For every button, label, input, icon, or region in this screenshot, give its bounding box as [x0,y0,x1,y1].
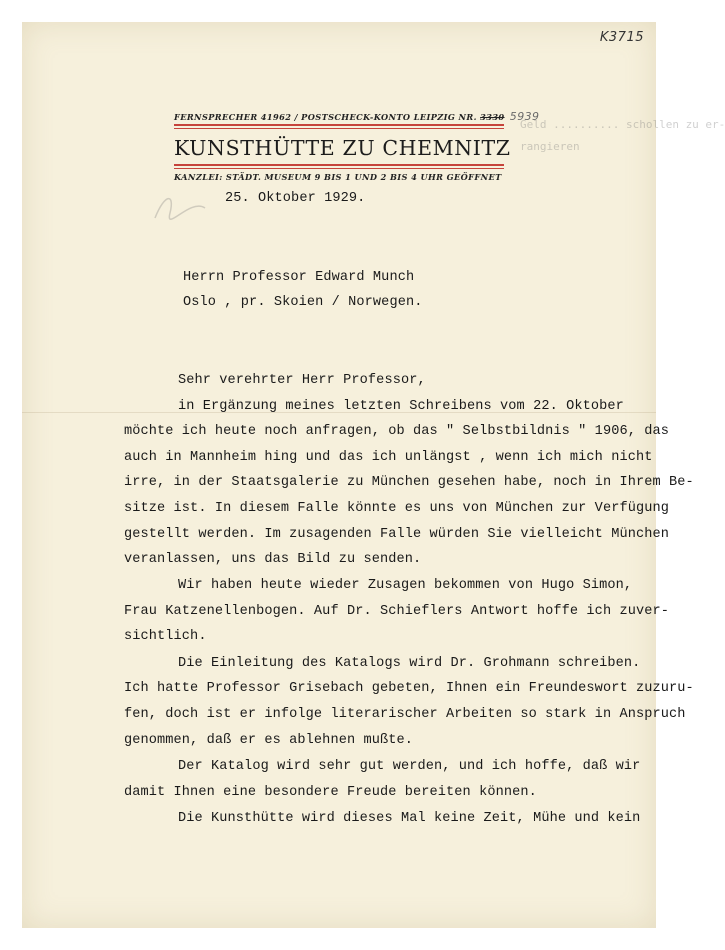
recipient-line-2: Oslo , pr. Skoien / Norwegen. [183,295,423,310]
letter-date: 25. Oktober 1929. [225,191,366,206]
bleed-through-text: Geld .......... schollen zu er- [520,118,725,131]
bleed-through-signature [150,188,210,228]
body-line: irre, in der Staatsgalerie zu München gesehen habe, noch in Ihrem Be- [124,475,694,490]
body-line: Ich hatte Professor Grisebach gebeten, Ihnen ein Freundeswort zuzuru- [124,681,694,696]
letterhead-rule-top-thin [174,128,504,129]
body-line: Der Katalog wird sehr gut werden, und ich hoffe, daß wir [178,759,641,774]
body-line: Wir haben heute wieder Zusagen bekommen von Hugo Simon, [178,578,633,593]
bleed-through-text: rangieren [520,140,580,153]
salutation: Sehr verehrter Herr Professor, [178,373,426,388]
handwritten-account-number: 5939 [509,110,540,123]
struck-account-number: 3330 [480,112,505,122]
letterhead-rule-bottom-thin [174,168,504,169]
body-line: möchte ich heute noch anfragen, ob das " Selbstbildnis " 1906, das [124,424,669,439]
body-line: sitze ist. In diesem Falle könnte es uns von München zur Verfügung [124,501,669,516]
body-line: gestellt werden. Im zusagenden Falle würden Sie vielleicht München [124,527,669,542]
body-line: veranlassen, uns das Bild zu senden. [124,552,422,567]
body-line: damit Ihnen eine besondere Freude bereiten können. [124,785,537,800]
letterhead-office-hours: KANZLEI: STÄDT. MUSEUM 9 BIS 1 UND 2 BIS 4 UHR GEÖFFNET [174,172,502,182]
body-line: Die Einleitung des Katalogs wird Dr. Grohmann schreiben. [178,656,641,671]
body-line: genommen, daß er es ablehnen mußte. [124,733,414,748]
letterhead-rule-bottom [174,164,504,166]
body-line: fen, doch ist er infolge literarischer Arbeiten so stark in Anspruch [124,707,686,722]
letterhead-organization-name: KUNSTHÜTTE ZU CHEMNITZ [174,136,511,160]
archive-number: K3715 [599,30,644,45]
letterhead-rule-top [174,124,504,126]
body-line: Die Kunsthütte wird dieses Mal keine Zeit, Mühe und kein [178,811,641,826]
letterhead-contact-line [174,110,540,123]
body-line: in Ergänzung meines letzten Schreibens vom 22. Oktober [178,399,624,414]
letterhead-phone-text: FERNSPRECHER 41962 / POSTSCHECK-KONTO LEIPZIG NR. [174,112,477,122]
recipient-line-1: Herrn Professor Edward Munch [183,270,415,285]
body-line: auch in Mannheim hing und das ich unlängst , wenn ich mich nicht [124,450,653,465]
body-line: Frau Katzenellenbogen. Auf Dr. Schieflers Antwort hoffe ich zuver- [124,604,669,619]
body-line: sichtlich. [124,629,207,644]
